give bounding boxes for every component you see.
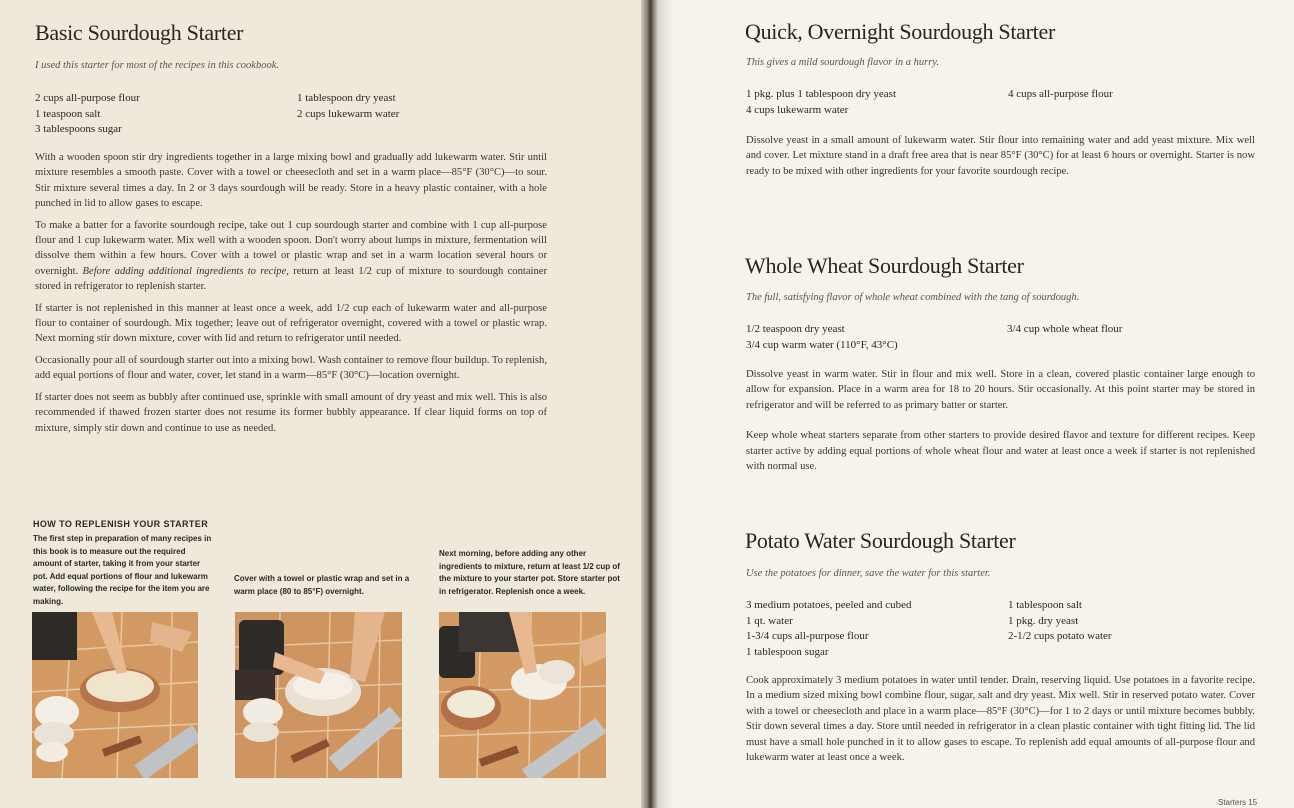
replenish-heading: HOW TO REPLENISH YOUR STARTER (33, 519, 209, 529)
ingredient: 2 cups lukewarm water (297, 107, 400, 120)
ingredient: 4 cups all-purpose flour (1008, 88, 1113, 100)
paragraph: If starter is not replenished in this manner at least once a week, add 1/2 cup each of lukewarm water and all-purpose flour to container of sourdough. Mix together; leave out of refrigerator overnight, covered with a towel or plastic wrap. Next morning stir down mixture, cover with lid and return to refrigerator until needed. (35, 302, 547, 345)
ingredient: 2-1/2 cups potato water (1008, 630, 1112, 642)
recipe-title: Whole Wheat Sourdough Starter (745, 253, 1024, 278)
recipe-title: Potato Water Sourdough Starter (745, 528, 1016, 553)
ingredient: 3 tablespoons sugar (35, 123, 122, 135)
recipe-subtitle: Use the potatoes for dinner, save the water for this starter. (746, 568, 991, 579)
ingredients-column-1 (35, 91, 275, 138)
photo-caption-1: The first step in preparation of many recipes in this book is to measure out the required amount of starter, taking it from your starter pot. Add equal portions of flour and lukewarm water, following the recipe for the item you are making. (33, 534, 212, 606)
paragraph: If starter does not seem as bubbly after continued use, sprinkle with small amount of dry yeast and mix well. This is also recommended if thawed frozen starter does not resume its former bubbly appearance. If clear liquid forms on top of mixture, simply stir down and continue to use as needed. (35, 391, 547, 434)
instructions (746, 367, 1255, 480)
book-gutter (641, 0, 658, 808)
right-page (658, 0, 1294, 808)
photo-caption-3: Next morning, before adding any other ingredients to mixture, return at least 1/2 cup of the mixture to your starter pot. Store starter pot in refrigerator. Replenish once a week. (439, 549, 620, 596)
ingredient: 1 tablespoon salt (1008, 599, 1082, 611)
recipe-title: Quick, Overnight Sourdough Starter (745, 19, 1055, 44)
ingredients-column-1 (746, 322, 996, 353)
ingredient: 4 cups lukewarm water (746, 103, 849, 116)
ingredients-column-2 (297, 91, 537, 122)
paragraph: Occasionally pour all of sourdough starter out into a mixing bowl. Wash container to remove flour buildup. To replenish, add equal portions of flour and water, cover, let stand in a warm—85°F (30°C)—location overnight. (35, 354, 548, 382)
photo-cover-bowl (235, 612, 402, 778)
instructions (35, 150, 547, 442)
photo-measure-starter (32, 612, 198, 778)
ingredient: 2 cups all-purpose flour (35, 92, 140, 104)
ingredient: 1 pkg. dry yeast (1008, 614, 1079, 627)
ingredients-column-2 (1007, 322, 1247, 338)
recipe-subtitle: The full, satisfying flavor of whole wheat combined with the tang of sourdough. (746, 292, 1080, 303)
ingredients-column-1 (746, 598, 996, 660)
ingredient: 1 pkg. plus 1 tablespoon dry yeast (746, 88, 897, 100)
paragraph: Dissolve yeast in warm water. Stir in flour and mix well. Store in a clean, covered plastic container large enough to allow for expansion. Place in a warm area for 18 to 20 hours. Stir occasionally. At this point starter may be stored in refrigerator and will be referred to as primary batter or starter. (746, 369, 1255, 411)
ingredient: 3/4 cup whole wheat flour (1007, 323, 1123, 335)
recipe-subtitle: This gives a mild sourdough flavor in a hurry. (746, 57, 939, 68)
ingredients-column-2 (1008, 598, 1248, 645)
recipe-subtitle: I used this starter for most of the recipes in this cookbook. (35, 60, 280, 71)
ingredient: 1 teaspoon salt (35, 107, 101, 120)
ingredient: 1-3/4 cups all-purpose flour (746, 630, 869, 642)
ingredients-column-1 (746, 87, 996, 118)
paragraph: With a wooden spoon stir dry ingredients together in a large mixing bowl and gradually add lukewarm water. Stir until mixture resembles a smooth paste. Cover with a towel or cheesecloth and set in a warm place—85°F (30°C)—to sour. Stir mixture several times a day. In 2 or 3 days sourdough will be ready. Store in a heavy plastic container, with a hole punched in lid to allow gases to escape. (35, 152, 547, 210)
paragraph: Dissolve yeast in a small amount of lukewarm water. Stir flour into remaining water and add yeast mixture. Mix well and cover. Let mixture stand in a draft free area that is near 85°F (30°C) for at least 6 hours or overnight. Starter is now ready to be mixed with other ingredients for your favorite sourdough recipe. (746, 135, 1255, 177)
left-page (0, 0, 641, 808)
ingredient: 1 tablespoon sugar (746, 645, 829, 658)
ingredient: 1 tablespoon dry yeast (297, 92, 396, 104)
ingredient: 3/4 cup warm water (110°F, 43°C) (746, 338, 898, 351)
page-footer: Starters 15 (1218, 798, 1258, 807)
instructions (746, 673, 1255, 771)
paragraph: Cook approximately 3 medium potatoes in water until tender. Drain, reserving liquid. Use potatoes in a favorite recipe. In a medium sized mixing bowl combine flour, sugar, salt and dry yeast. Mix well. Stir in reserved potato water. Cover with a towel or cheesecloth and place in a warm place—85°F (30°C)—for 1 to 2 days or until mixture becomes bubbly. Stir down several times a day. Store until needed in refrigerator in a clean plastic container with tight fitting lid. The lid must have a small hole punched in it to allow gases to escape. To replenish add equal amounts of all-purpose flour and lukewarm water at least once a week. (746, 675, 1255, 764)
instructions (746, 133, 1255, 185)
ingredient: 3 medium potatoes, peeled and cubed (746, 599, 912, 611)
paragraph: To make a batter for a favorite sourdough recipe, take out 1 cup sourdough starter and combine with 1 cup all-purpose flour and 1 cup lukewarm water. Mix well with a wooden spoon. Don't worry about lumps in mixture, fermentation will dissolve them within a few hours. Cover with a towel or plastic wrap and set in a warm location several hours or overnight. Before adding additional ingredients to recipe, return at least 1/2 cup of mixture to sourdough container stored in refrigerator to replenish starter. (35, 219, 547, 293)
photo-caption-2: Cover with a towel or plastic wrap and set in a warm place (80 to 85°F) overnight. (234, 574, 410, 596)
page-shadow (658, 0, 672, 808)
ingredient: 1 qt. water (746, 614, 793, 627)
ingredients-column-2 (1008, 87, 1248, 103)
ingredient: 1/2 teaspoon dry yeast (746, 323, 845, 335)
recipe-title: Basic Sourdough Starter (35, 20, 244, 45)
paragraph: Keep whole wheat starters separate from other starters to provide desired flavor and texture for different recipes. Keep starter active by adding equal portions of whole wheat flour and water at least once a week if starter is not replenished with normal use. (746, 430, 1255, 473)
photo-return-starter (439, 612, 606, 778)
